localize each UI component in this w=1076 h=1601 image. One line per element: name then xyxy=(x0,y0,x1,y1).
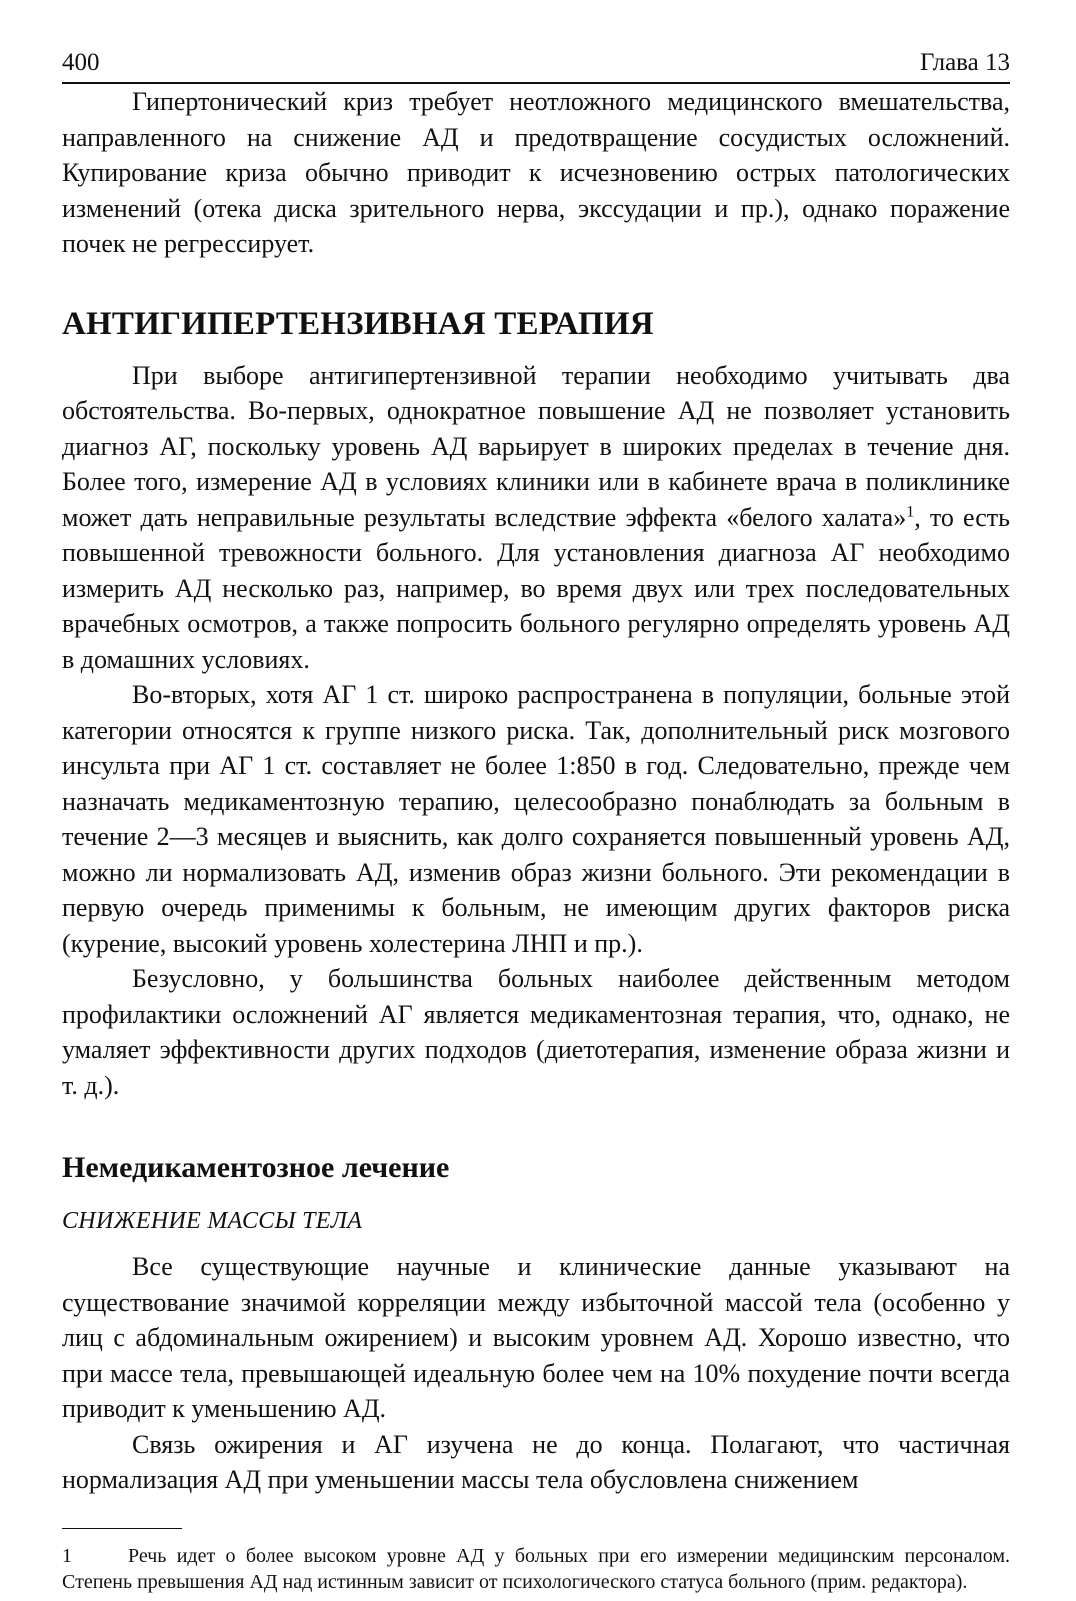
page-number: 400 xyxy=(62,49,100,76)
paragraph: Связь ожирения и АГ изучена не до конца. Полагают, что частичная нормализация АД при уменьшении массы тела обусловлена снижением xyxy=(62,1429,1010,1494)
main-text xyxy=(62,84,1010,1498)
footnote-mark: 1 xyxy=(62,1544,72,1567)
footnote xyxy=(62,1543,1010,1596)
paragraph-text: При выборе антигипертензивной терапии необходимо учитывать два обстоятельства. Во-первых, однократное повышение АД не позволяет установить диагноз АГ, поскольку уровень АД варьирует в широких пределах в течение дня. Более того, измерение АД в условиях клиники или в кабинете врача в поликлинике может дать неправильные результаты вследствие эффекта «белого халата» xyxy=(62,360,1010,532)
subsection-heading: Немедикаментозное лечение xyxy=(62,1151,450,1184)
intro-paragraph: Гипертонический криз требует неотложного медицинского вмешательства, направленного на снижение АД и предотвращение сосудистых осложнений. Купирование криза обычно приводит к исчезновению острых патологических изменений (отека диска зрительного нерва, экссудации и пр.), однако поражение почек не регрессирует. xyxy=(62,87,1010,258)
subsubsection-heading: СНИЖЕНИЕ МАССЫ ТЕЛА xyxy=(62,1208,363,1234)
paragraph: Во-вторых, хотя АГ 1 ст. широко распространена в популяции, больные этой категории относятся к группе низкого риска. Так, дополнительный риск мозгового инсульта при АГ 1 ст. составляет не более 1:850 в год. Следовательно, прежде чем назначать медикаментозную терапию, целесообразно понаблюдать за больным в течение 2—3 месяцев и выяснить, как долго сохраняется повышенный уровень АД, можно ли нормализовать АД, изменив образ жизни больного. Эти рекомендации в первую очередь применимы к больным, не имеющим других факторов риска (курение, высокий уровень холестерина ЛНП и пр.). xyxy=(62,680,1010,958)
footnote-reference: 1 xyxy=(906,502,915,520)
paragraph-text: , то есть повышенной тревожности больного. Для установления диагноза АГ необходимо измерить АД несколько раз, например, во время двух или трех последовательных врачебных осмотров, а также попросить больного регулярно определять уровень АД в домашних условиях. xyxy=(62,502,1010,674)
paragraph: Безусловно, у большинства больных наиболее действенным методом профилактики осложнений АГ является медикаментозная терапия, что, однако, не умаляет эффективности других подходов (диетотерапия, изменение образа жизни и т. д.). xyxy=(62,964,1010,1100)
paragraph xyxy=(62,358,1010,678)
footnote-text: Речь идет о более высоком уровне АД у больных при его измерении медицинским персоналом. Степень превышения АД над истинным зависит от психологического статуса больного (прим. редактора). xyxy=(62,1544,1010,1593)
footnote-divider xyxy=(62,1528,182,1529)
running-header xyxy=(62,48,1010,84)
chapter-label: Глава 13 xyxy=(920,49,1010,76)
section-heading: АНТИГИПЕРТЕНЗИВНАЯ ТЕРАПИЯ xyxy=(62,305,654,342)
paragraph: Все существующие научные и клинические данные указывают на существование значимой корреляции между избыточной массой тела (особенно у лиц с абдоминальным ожирением) и высоким уровнем АД. Хорошо известно, что при массе тела, превышающей идеальную более чем на 10% похудение почти всегда приводит к уменьшению АД. xyxy=(62,1252,1010,1423)
